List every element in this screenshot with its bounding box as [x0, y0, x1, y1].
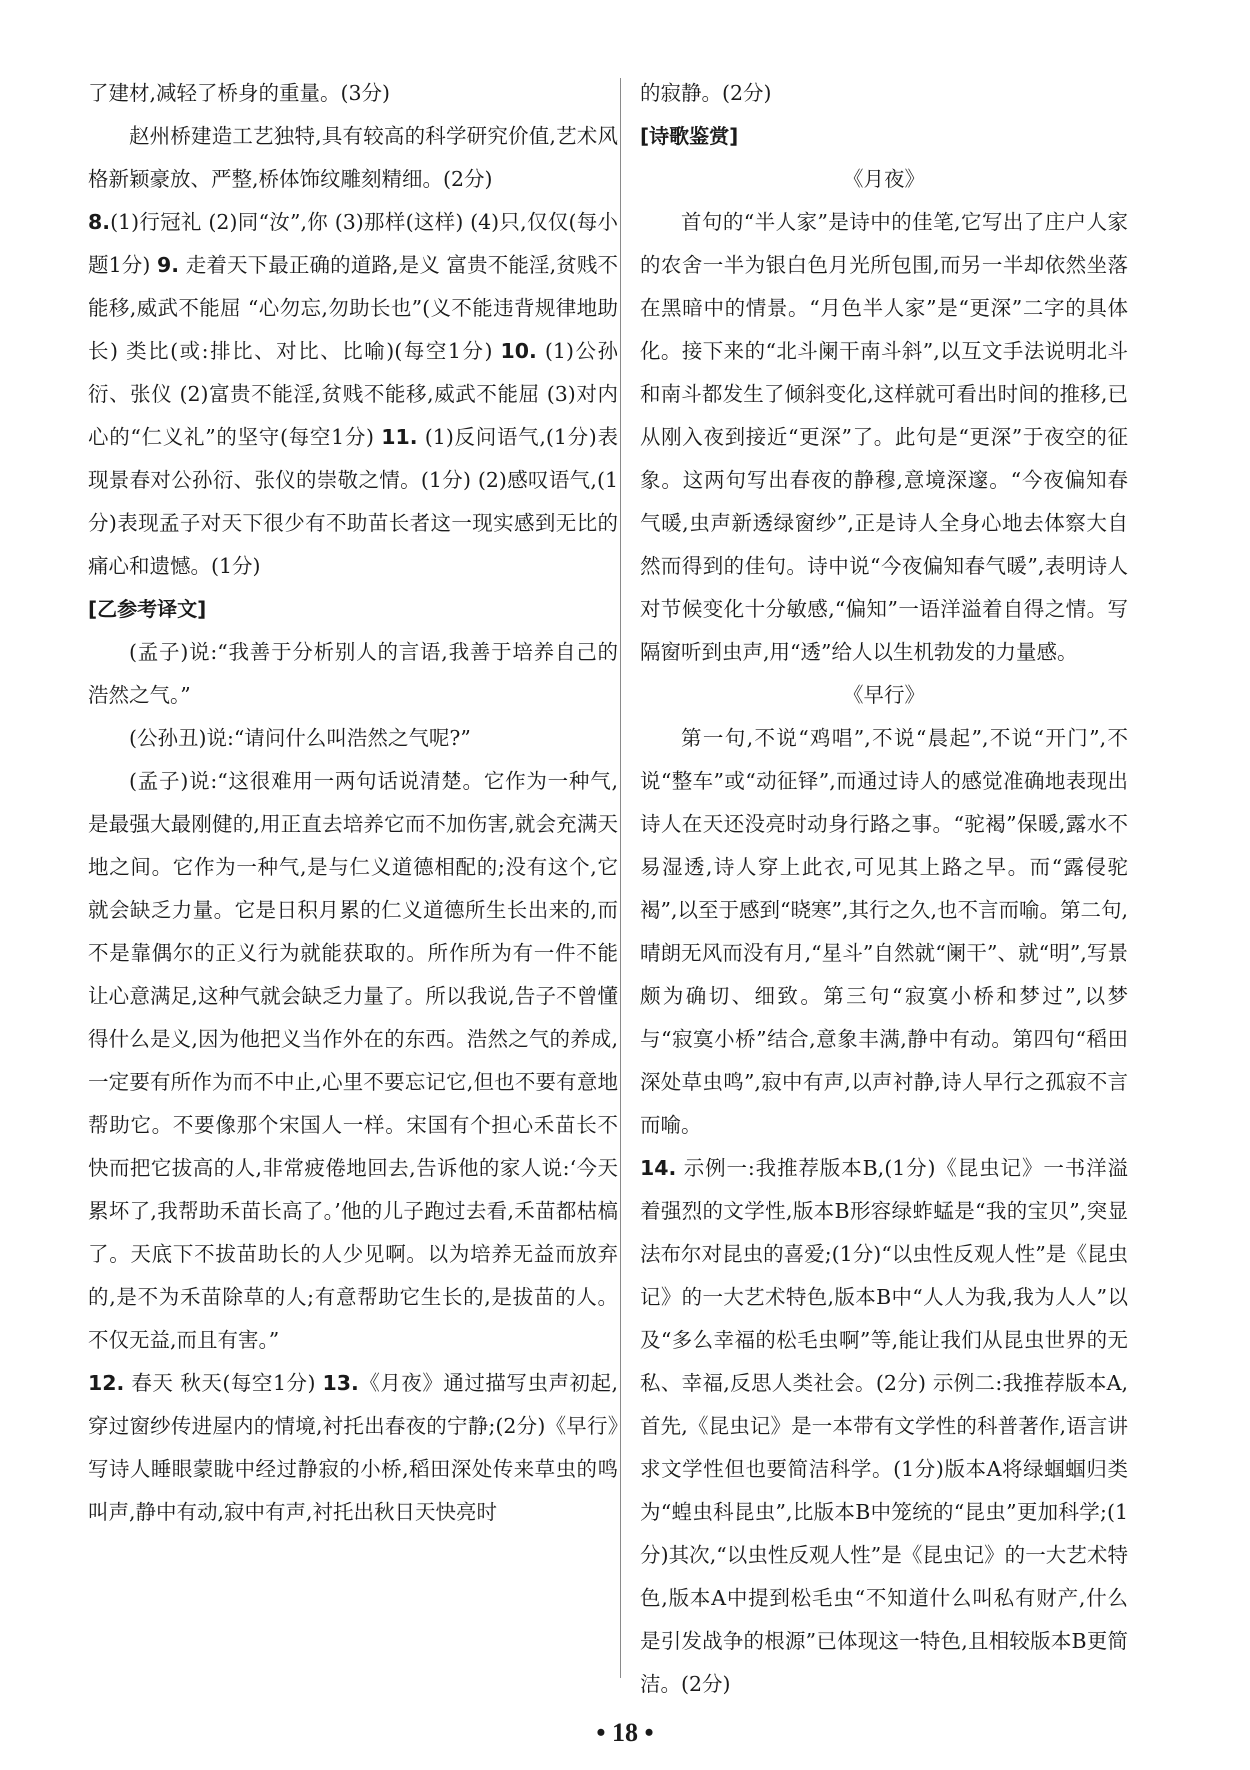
answer-text: (1)行冠礼 (2)同“汝”,你 (3)那样(这样) (4)只,仅仅(每小题1分) — [88, 210, 618, 277]
question-number: 11. — [381, 425, 418, 449]
right-column — [640, 72, 1128, 1706]
question-number: 8. — [88, 210, 111, 234]
answer-text: 走着天下最正确的道路,是义 富贵不能淫,贫贱不能移,威武不能屈 “心勿忘,勿助长也”(义不能违背规律地助长) 类比(或:排比、对比、比喻)(每空1分) — [88, 253, 618, 363]
poem-title: 《早行》 — [843, 683, 925, 707]
answer-text: (1)公孙衍、张仪 (2)富贵不能淫,贫贱不能移,威武不能屈 (3)对内心的“仁义礼”的坚守(每空1分) — [88, 339, 618, 449]
question-number: 9. — [157, 253, 180, 277]
poem-analysis: 第一句,不说“鸡唱”,不说“晨起”,不说“开门”,不说“整车”或“动征铎”,而通过诗人的感觉准确地表现出诗人在天还没亮时动身行路之事。“驼褐”保暖,露水不易湿透,诗人穿上此衣,可见其上路之早。而“露侵驼褐”,以至于感到“晓寒”,其行之久,也不言而喻。第二句,晴朗无风而没有月,“星斗”自然就“阑干”、就“明”,写景颇为确切、细致。第三句“寂寞小桥和梦过”,以梦与“寂寞小桥”结合,意象丰满,静中有动。第四句“稻田深处草虫鸣”,寂中有声,以声衬静,诗人早行之孤寂不言而喻。 — [640, 726, 1129, 1137]
poem-title: 《月夜》 — [843, 167, 925, 191]
question-number: 13. — [322, 1371, 359, 1395]
answer-text: 示例一:我推荐版本B,(1分)《昆虫记》一书洋溢着强烈的文学性,版本B形容绿蚱蜢是“我的宝贝”,突显法布尔对昆虫的喜爱;(1分)“以虫性反观人性”是《昆虫记》的一大艺术特色,版本B中“人人为我,我为人人”以及“多么幸福的松毛虫啊”等,能让我们从昆虫世界的无私、幸福,反思人类社会。(2分) 示例二:我推荐版本A,首先,《昆虫记》是一本带有文学性的科普著作,语言讲求文学性但也要简洁科学。(1分)版本A将绿蝈蝈归类为“蝗虫科昆虫”,比版本B中笼统的“昆虫”更加科学;(1分)其次,“以虫性反观人性”是《昆虫记》的一大艺术特色,版本A中提到松毛虫“不知道什么叫私有财产,什么是引发战争的根源”已体现这一特色,且相较版本B更简洁。(2分) — [640, 1156, 1128, 1696]
paragraph: 了建材,减轻了桥身的重量。(3分) — [88, 81, 391, 105]
question-number: 12. — [88, 1371, 125, 1395]
answer-text: (1)反问语气,(1分)表现景春对公孙衍、张仪的崇敬之情。(1分) (2)感叹语气,(1分)表现孟子对天下很少有不助苗长者这一现实感到无比的痛心和遗憾。(1分) — [88, 425, 619, 578]
paragraph: 赵州桥建造工艺独特,具有较高的科学研究价值,艺术风格新颖豪放、严整,桥体饰纹雕刻精细。(2分) — [88, 124, 618, 191]
poem-analysis: 首句的“半人家”是诗中的佳笔,它写出了庄户人家的农舍一半为银白色月光所包围,而另一半却依然坐落在黑暗中的情景。“月色半人家”是“更深”二字的具体化。接下来的“北斗阑干南斗斜”,以互文手法说明北斗和南斗都发生了倾斜变化,这样就可看出时间的推移,已从刚入夜到接近“更深”了。此句是“更深”于夜空的征象。这两句写出春夜的静穆,意境深邃。“今夜偏知春气暖,虫声新透绿窗纱”,正是诗人全身心地去体察大自然而得到的佳句。诗中说“今夜偏知春气暖”,表明诗人对节候变化十分敏感,“偏知”一语洋溢着自得之情。写隔窗听到虫声,用“透”给人以生机勃发的力量感。 — [640, 210, 1128, 664]
section-heading: [诗歌鉴赏] — [640, 124, 739, 148]
question-number: 10. — [500, 339, 537, 363]
paragraph: 的寂静。(2分) — [640, 81, 772, 105]
left-column — [88, 72, 618, 1534]
answer-14 — [640, 1147, 1128, 1706]
answer-8-11 — [88, 201, 618, 588]
translation-paragraph: (孟子)说:“这很难用一两句话说清楚。它作为一种气,是最强大最刚健的,用正直去培养它而不加伤害,就会充满天地之间。它作为一种气,是与仁义道德相配的;没有这个,它就会缺乏力量。它是日积月累的仁义道德所生长出来的,而不是靠偶尔的正义行为就能获取的。所作所为有一件不能让心意满足,这种气就会缺乏力量了。所以我说,告子不曾懂得什么是义,因为他把义当作外在的东西。浩然之气的养成,一定要有所作为而不中止,心里不要忘记它,但也不要有意地帮助它。不要像那个宋国人一样。宋国有个担心禾苗长不快而把它拔高的人,非常疲倦地回去,告诉他的家人说:‘今天累坏了,我帮助禾苗长高了。’他的儿子跑过去看,禾苗都枯槁了。天底下不拔苗助长的人少见啊。以为培养无益而放弃的,是不为禾苗除草的人;有意帮助它生长的,是拔苗的人。不仅无益,而且有害。” — [88, 769, 618, 1352]
answer-12-13 — [88, 1362, 618, 1534]
answer-text: 《月夜》通过描写虫声初起,穿过窗纱传进屋内的情境,衬托出春夜的宁静;(2分)《早行》写诗人睡眼蒙眬中经过静寂的小桥,稻田深处传来草虫的鸣叫声,静中有动,寂中有声,衬托出秋日天快亮时 — [88, 1371, 618, 1524]
section-heading: [乙参考译文] — [88, 597, 207, 621]
answer-text: 春天 秋天(每空1分) — [124, 1371, 323, 1395]
page-number: • 18 • — [596, 1718, 654, 1747]
translation-paragraph: (公孙丑)说:“请问什么叫浩然之气呢?” — [129, 726, 471, 750]
question-number: 14. — [640, 1156, 677, 1180]
column-divider — [620, 78, 621, 1678]
translation-paragraph: (孟子)说:“我善于分析别人的言语,我善于培养自己的浩然之气。” — [88, 640, 618, 707]
